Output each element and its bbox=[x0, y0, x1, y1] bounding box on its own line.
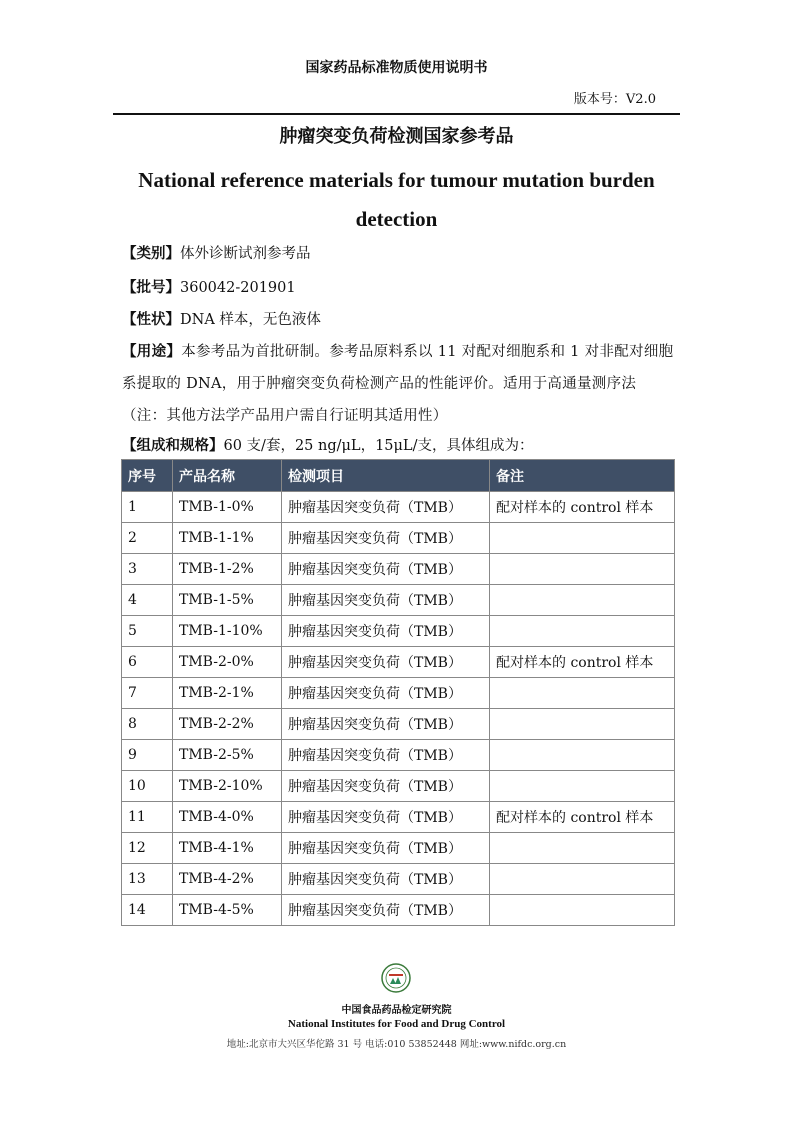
table-cell bbox=[490, 771, 675, 802]
table-cell bbox=[490, 864, 675, 895]
footer-org-chinese: 中国食品药品检定研究院 bbox=[341, 1005, 452, 1016]
table-row bbox=[122, 616, 675, 647]
composition-table bbox=[121, 459, 675, 926]
table-cell: 13 bbox=[122, 864, 173, 895]
footer-address: 地址:北京市大兴区华佗路 31 号 电话:010 53852448 网址:www.nifdc.org.cn bbox=[226, 1039, 567, 1050]
table-cell: 肿瘤基因突变负荷（TMB） bbox=[282, 802, 490, 833]
table-header-cell: 序号 bbox=[122, 460, 173, 492]
title-english-line1: National reference materials for tumour mutation burden bbox=[138, 168, 655, 192]
table-header-cell: 备注 bbox=[490, 460, 675, 492]
table-cell: 肿瘤基因突变负荷（TMB） bbox=[282, 895, 490, 926]
table-cell: 5 bbox=[122, 616, 173, 647]
field-property bbox=[122, 304, 678, 336]
table-cell: 肿瘤基因突变负荷（TMB） bbox=[282, 523, 490, 554]
table-cell: 肿瘤基因突变负荷（TMB） bbox=[282, 833, 490, 864]
table-cell: TMB-2-10% bbox=[173, 771, 282, 802]
table-cell bbox=[490, 895, 675, 926]
table-header-row bbox=[122, 460, 675, 492]
table-cell: 肿瘤基因突变负荷（TMB） bbox=[282, 616, 490, 647]
field-category-label: 【类别】 bbox=[122, 246, 180, 262]
field-batch-value: 360042-201901 bbox=[180, 280, 296, 296]
table-cell bbox=[490, 523, 675, 554]
table-cell bbox=[490, 833, 675, 864]
table-row bbox=[122, 554, 675, 585]
title-chinese: 肿瘤突变负荷检测国家参考品 bbox=[279, 126, 514, 147]
table-cell: 2 bbox=[122, 523, 173, 554]
table-cell: 3 bbox=[122, 554, 173, 585]
version-number: 版本号：V2.0 bbox=[573, 92, 656, 107]
table-cell: 肿瘤基因突变负荷（TMB） bbox=[282, 554, 490, 585]
table-cell: TMB-1-1% bbox=[173, 523, 282, 554]
table-cell bbox=[490, 554, 675, 585]
table-cell: 肿瘤基因突变负荷（TMB） bbox=[282, 864, 490, 895]
table-cell: 配对样本的 control 样本 bbox=[490, 802, 675, 833]
table-row bbox=[122, 895, 675, 926]
table-cell: TMB-4-2% bbox=[173, 864, 282, 895]
table-row bbox=[122, 492, 675, 523]
table-row bbox=[122, 864, 675, 895]
table-cell: 10 bbox=[122, 771, 173, 802]
table-cell: 1 bbox=[122, 492, 173, 523]
table-header-cell: 产品名称 bbox=[173, 460, 282, 492]
table-cell bbox=[490, 740, 675, 771]
field-usage bbox=[122, 336, 678, 432]
table-cell: TMB-2-2% bbox=[173, 709, 282, 740]
table-cell bbox=[490, 678, 675, 709]
table-row bbox=[122, 802, 675, 833]
table-row bbox=[122, 523, 675, 554]
table-cell: TMB-4-1% bbox=[173, 833, 282, 864]
table-cell bbox=[490, 709, 675, 740]
document-header-title: 国家药品标准物质使用说明书 bbox=[305, 60, 488, 76]
table-cell bbox=[490, 616, 675, 647]
table-row bbox=[122, 833, 675, 864]
table-row bbox=[122, 740, 675, 771]
table-cell bbox=[490, 585, 675, 616]
field-property-value: DNA 样本，无色液体 bbox=[180, 312, 321, 328]
table-cell: TMB-2-0% bbox=[173, 647, 282, 678]
table-row bbox=[122, 585, 675, 616]
field-property-label: 【性状】 bbox=[122, 312, 180, 328]
table-cell: 11 bbox=[122, 802, 173, 833]
table-row bbox=[122, 678, 675, 709]
table-cell: 肿瘤基因突变负荷（TMB） bbox=[282, 678, 490, 709]
table-cell: 肿瘤基因突变负荷（TMB） bbox=[282, 771, 490, 802]
table-cell: 肿瘤基因突变负荷（TMB） bbox=[282, 709, 490, 740]
table-cell: 9 bbox=[122, 740, 173, 771]
field-usage-value: 本参考品为首批研制。参考品原料系以 11 对配对细胞系和 1 对非配对细胞系提取的 DNA，用于肿瘤突变负荷检测产品的性能评价。适用于高通量测序法（注：其他方法学产品用户需自行证明其适用性） bbox=[122, 344, 674, 424]
table-cell: 肿瘤基因突变负荷（TMB） bbox=[282, 740, 490, 771]
table-cell: TMB-4-0% bbox=[173, 802, 282, 833]
table-cell: 配对样本的 control 样本 bbox=[490, 647, 675, 678]
header-divider bbox=[113, 113, 680, 115]
table-cell: TMB-4-5% bbox=[173, 895, 282, 926]
field-category-value: 体外诊断试剂参考品 bbox=[180, 246, 311, 262]
table-cell: TMB-1-5% bbox=[173, 585, 282, 616]
title-english-line2: detection bbox=[355, 207, 438, 231]
table-cell: 4 bbox=[122, 585, 173, 616]
table-cell: TMB-2-1% bbox=[173, 678, 282, 709]
table-cell: TMB-1-0% bbox=[173, 492, 282, 523]
table-cell: 肿瘤基因突变负荷（TMB） bbox=[282, 647, 490, 678]
table-cell: 14 bbox=[122, 895, 173, 926]
table-cell: 12 bbox=[122, 833, 173, 864]
table-cell: 肿瘤基因突变负荷（TMB） bbox=[282, 585, 490, 616]
field-composition bbox=[122, 430, 678, 462]
table-row bbox=[122, 647, 675, 678]
field-usage-label: 【用途】 bbox=[122, 344, 182, 360]
nifdc-logo-icon bbox=[380, 962, 412, 994]
table-row bbox=[122, 771, 675, 802]
footer-org-english: National Institutes for Food and Drug Control bbox=[287, 1018, 506, 1030]
field-batch-label: 【批号】 bbox=[122, 280, 180, 296]
field-composition-label: 【组成和规格】 bbox=[122, 438, 224, 454]
field-category bbox=[122, 238, 678, 270]
table-cell: TMB-1-2% bbox=[173, 554, 282, 585]
table-row bbox=[122, 709, 675, 740]
table-cell: TMB-2-5% bbox=[173, 740, 282, 771]
field-batch bbox=[122, 272, 678, 304]
table-cell: 7 bbox=[122, 678, 173, 709]
field-composition-value: 60 支/套，25 ng/μL，15μL/支，具体组成为： bbox=[223, 438, 534, 454]
table-cell: 6 bbox=[122, 647, 173, 678]
table-header-cell: 检测项目 bbox=[282, 460, 490, 492]
table-cell: 8 bbox=[122, 709, 173, 740]
table-cell: 配对样本的 control 样本 bbox=[490, 492, 675, 523]
table-cell: 肿瘤基因突变负荷（TMB） bbox=[282, 492, 490, 523]
table-cell: TMB-1-10% bbox=[173, 616, 282, 647]
